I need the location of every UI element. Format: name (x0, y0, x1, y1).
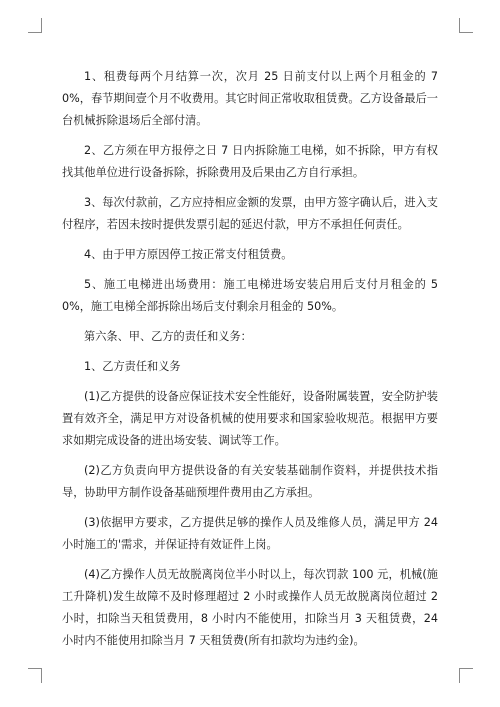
duty-item-2: (2)乙方负责向甲方提供设备的有关安装基础制作资料，并提供技术指导，协助甲方制作设备基础预埋件费用由乙方承担。 (62, 464, 438, 499)
duty-item-1: (1)乙方提供的设备应保证技术安全性能好，设备附属装置，安全防护装置有效齐全，满足甲方对设备机械的使用要求和国家验收规范。根据甲方要求如期完成设备的进出场安装、调试等工作。 (62, 390, 438, 447)
clause-entry-exit-fee: 5、施工电梯进出场费用：施工电梯进场安装启用后支付月租金的 50%，施工电梯全部拆除出场后支付剩余月租金的 50%。 (62, 278, 438, 313)
crop-mark-top-left (28, 18, 42, 33)
document-body (62, 66, 438, 660)
clause-rent-settlement: 1、租费每两个月结算一次，次月 25 日前支付以上两个月租金的 70%，春节期间壹个月不收费用。其它时间正常收取租赁费。乙方设备最后一台机械拆除退场后全部付清。 (62, 70, 438, 127)
crop-mark-top-right (459, 18, 473, 33)
clause-invoice-payment: 3、每次付款前，乙方应持相应金额的发票，由甲方签字确认后，进入支付程序，若因未按时提供发票引起的延迟付款，甲方不承担任何责任。 (62, 196, 438, 231)
duty-item-3: (3)依据甲方要求，乙方提供足够的操作人员及维修人员，满足甲方 24 小时施工的'需求，并保证持有效证件上岗。 (62, 516, 438, 551)
clause-work-stoppage: 4、由于甲方原因停工按正常支付租赁费。 (84, 248, 293, 261)
clause-elevator-removal: 2、乙方须在甲方报停之日 7 日内拆除施工电梯，如不拆除，甲方有权找其他单位进行设备拆除，拆除费用及后果由乙方自行承担。 (62, 144, 438, 179)
crop-mark-bottom-right (459, 668, 473, 683)
article-six-heading: 第六条、甲、乙方的责任和义务： (84, 330, 252, 343)
crop-mark-bottom-left (28, 668, 42, 683)
party-b-duties-heading: 1、乙方责任和义务 (84, 360, 181, 373)
duty-item-4: (4)乙方操作人员无故脱离岗位半小时以上，每次罚款 100 元，机械(施工升降机)发生故障不及时修理超过 2 小时或操作人员无故脱离岗位超过 2 小时，扣除当天租赁费用，8 小时内不能使用，扣除当月 3 天租赁费，24 小时内不能使用扣除当月 7 天租赁费(所有扣款均为违约金)。 (62, 568, 438, 647)
